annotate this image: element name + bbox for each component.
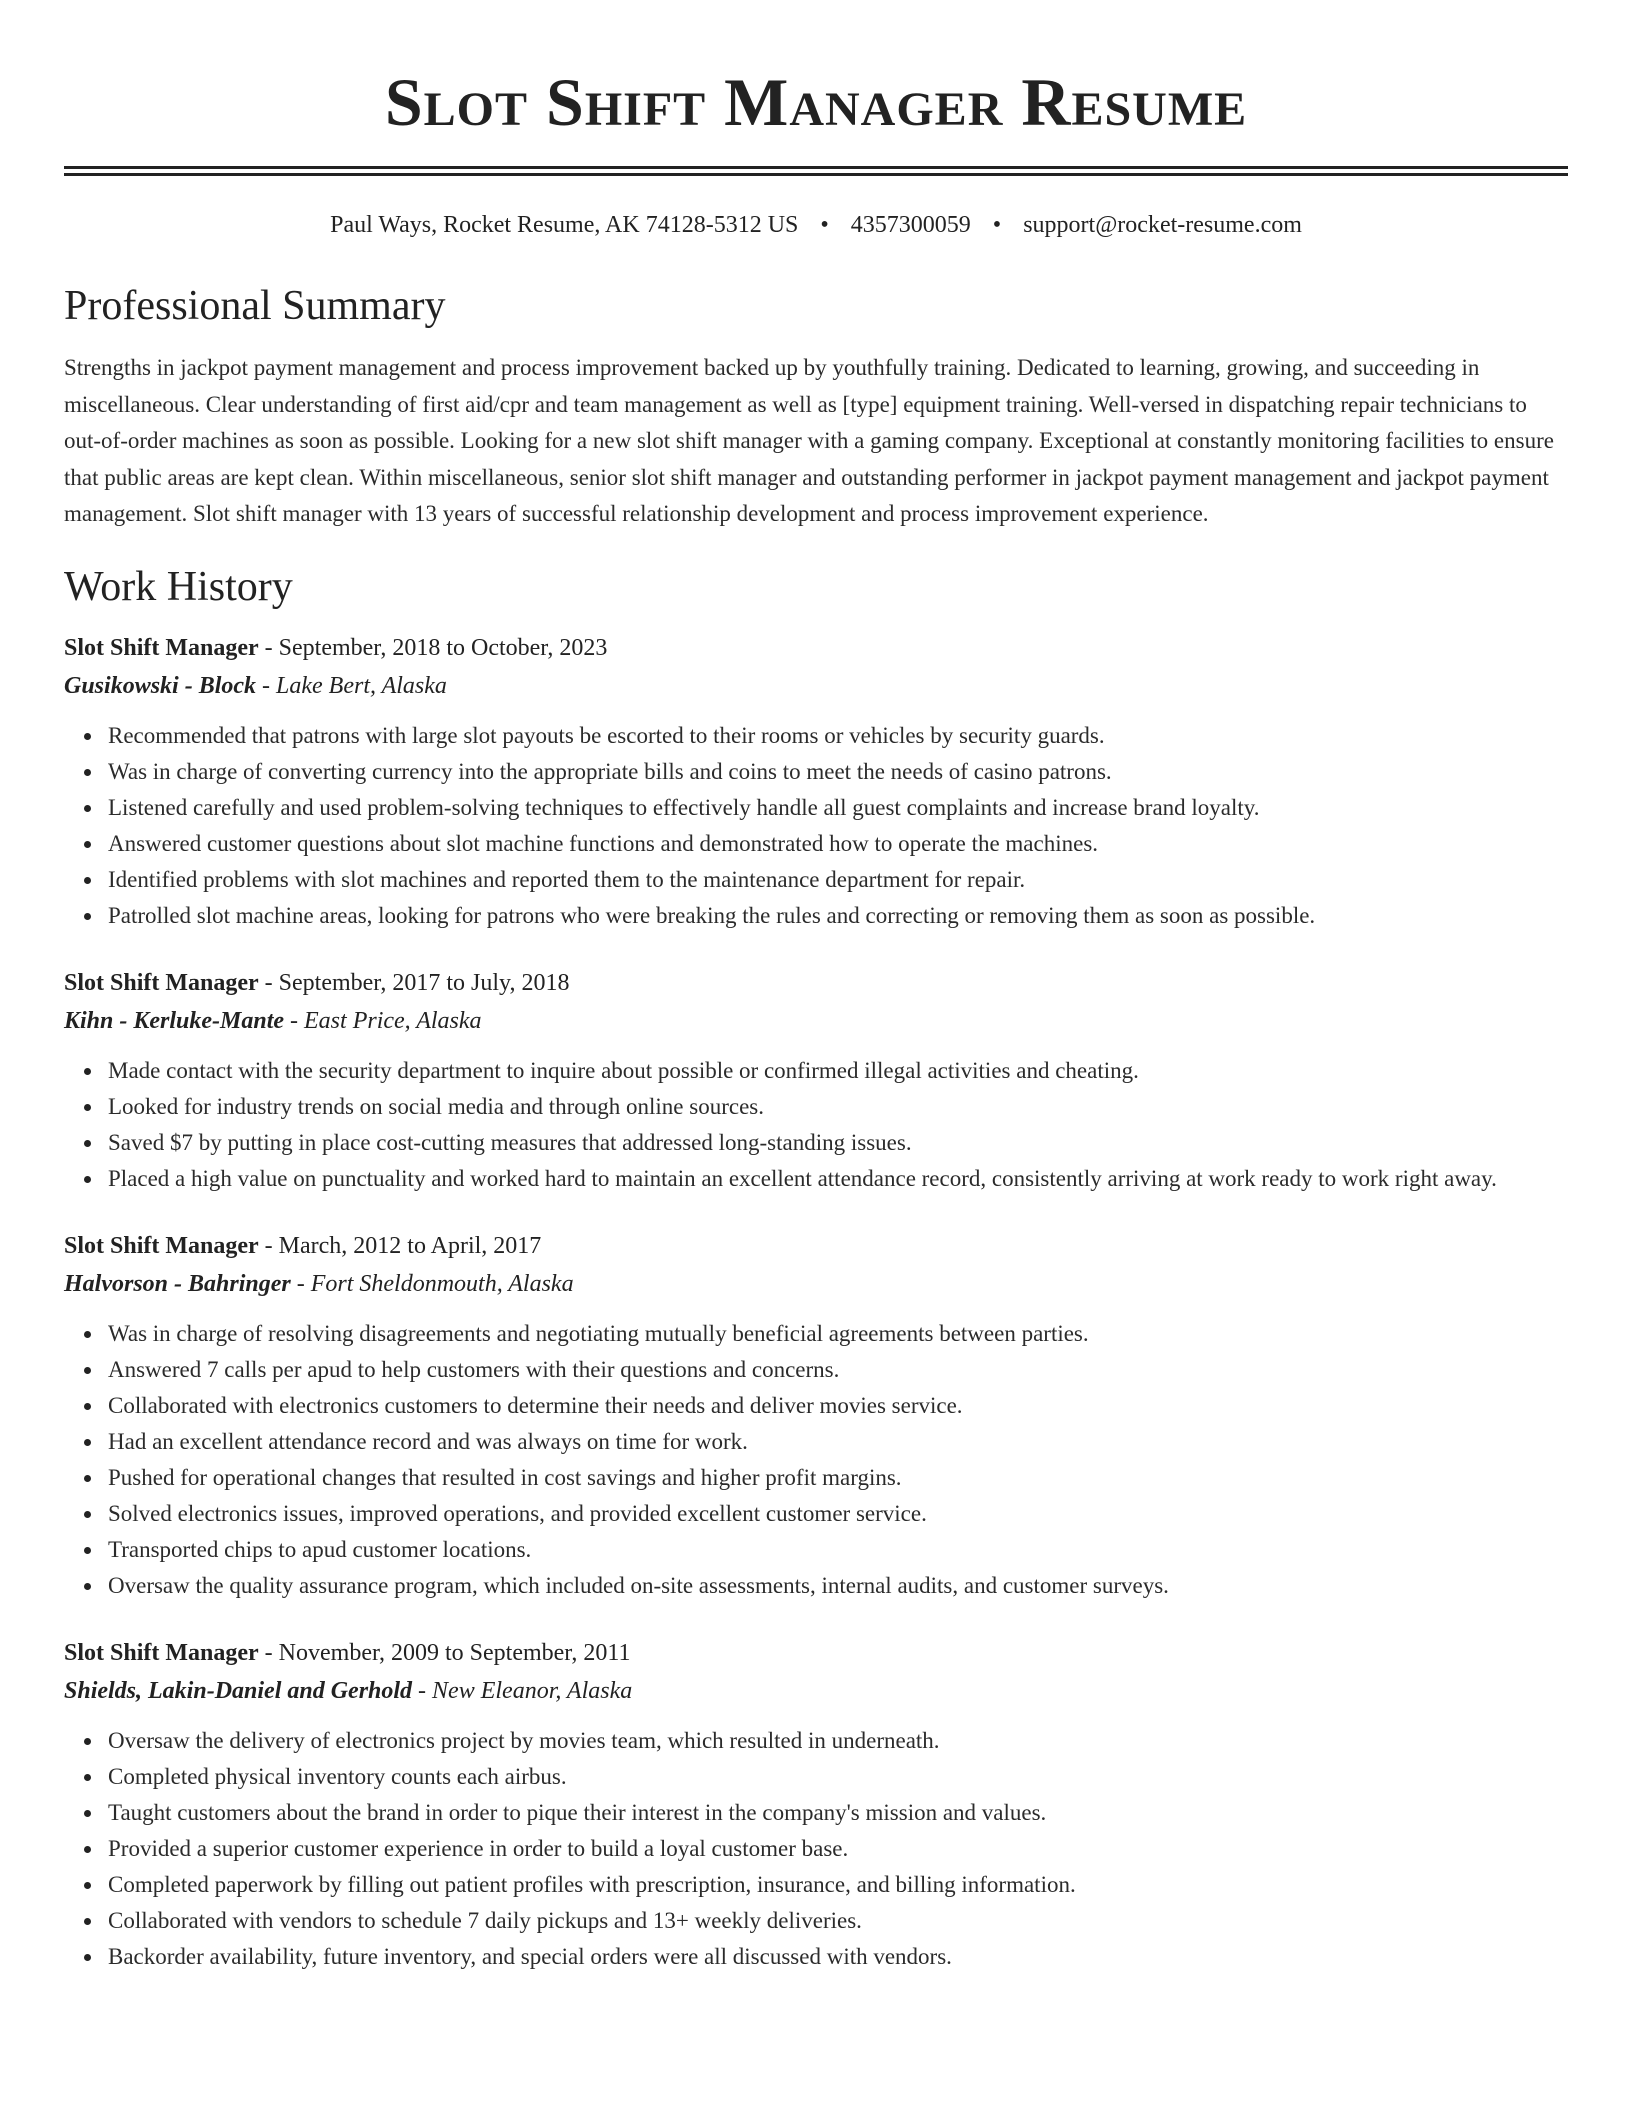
- company-name: Gusikowski - Block: [64, 672, 257, 699]
- list-item: Solved electronics issues, improved operations, and provided excellent customer service.: [108, 1496, 1568, 1532]
- job-dates: - November, 2009 to September, 2011: [258, 1639, 631, 1666]
- company-location: - Fort Sheldonmouth, Alaska: [290, 1270, 574, 1297]
- job-entry: [64, 629, 1568, 934]
- job-title-line: [64, 1634, 1568, 1672]
- company-location: - New Eleanor, Alaska: [412, 1677, 633, 1704]
- contact-address: Paul Ways, Rocket Resume, AK 74128-5312 US: [330, 212, 799, 238]
- list-item: Collaborated with vendors to schedule 7 daily pickups and 13+ weekly deliveries.: [108, 1903, 1568, 1939]
- list-item: Pushed for operational changes that resulted in cost savings and higher profit margins.: [108, 1460, 1568, 1496]
- list-item: Transported chips to apud customer locations.: [108, 1532, 1568, 1568]
- list-item: Patrolled slot machine areas, looking for patrons who were breaking the rules and correcting or removing them as soon as possible.: [108, 898, 1568, 934]
- list-item: Saved $7 by putting in place cost-cutting measures that addressed long-standing issues.: [108, 1125, 1568, 1161]
- job-dates: - September, 2017 to July, 2018: [258, 969, 570, 996]
- list-item: Completed paperwork by filling out patient profiles with prescription, insurance, and billing information.: [108, 1867, 1568, 1903]
- list-item: Taught customers about the brand in order to pique their interest in the company's mission and values.: [108, 1795, 1568, 1831]
- list-item: Provided a superior customer experience in order to build a loyal customer base.: [108, 1831, 1568, 1867]
- job-title: Slot Shift Manager: [64, 634, 259, 661]
- company-name: Kihn - Kerluke-Mante: [64, 1007, 285, 1034]
- list-item: Looked for industry trends on social media and through online sources.: [108, 1089, 1568, 1125]
- list-item: Oversaw the quality assurance program, which included on-site assessments, internal audits, and customer surveys.: [108, 1568, 1568, 1604]
- job-title: Slot Shift Manager: [64, 1232, 259, 1259]
- company-line: [64, 1265, 1568, 1303]
- job-bullets: [64, 1316, 1568, 1604]
- job-dates: - September, 2018 to October, 2023: [258, 634, 608, 661]
- list-item: Recommended that patrons with large slot payouts be escorted to their rooms or vehicles by security guards.: [108, 718, 1568, 754]
- list-item: Placed a high value on punctuality and worked hard to maintain an excellent attendance record, consistently arriving at work ready to work right away.: [108, 1161, 1568, 1197]
- list-item: Was in charge of converting currency into the appropriate bills and coins to meet the needs of casino patrons.: [108, 754, 1568, 790]
- list-item: Answered 7 calls per apud to help customers with their questions and concerns.: [108, 1352, 1568, 1388]
- company-location: - Lake Bert, Alaska: [256, 672, 447, 699]
- list-item: Had an excellent attendance record and was always on time for work.: [108, 1424, 1568, 1460]
- resume-title: Slot Shift Manager Resume: [384, 64, 1248, 140]
- contact-phone: 4357300059: [850, 212, 971, 238]
- summary-heading: Professional Summary: [64, 283, 446, 329]
- work-history-heading: Work History: [64, 563, 293, 610]
- job-title: Slot Shift Manager: [64, 1639, 259, 1666]
- resume-page: [64, 0, 1568, 1975]
- job-bullets: [64, 718, 1568, 934]
- job-title-line: [64, 629, 1568, 667]
- contact-line: [64, 210, 1568, 240]
- company-line: [64, 667, 1568, 705]
- job-entry: [64, 1634, 1568, 1975]
- list-item: Oversaw the delivery of electronics project by movies team, which resulted in underneath.: [108, 1723, 1568, 1759]
- title-divider: [64, 166, 1568, 176]
- list-item: Listened carefully and used problem-solving techniques to effectively handle all guest complaints and increase brand loyalty.: [108, 790, 1568, 826]
- list-item: Backorder availability, future inventory, and special orders were all discussed with vendors.: [108, 1939, 1568, 1975]
- contact-email: support@rocket-resume.com: [1023, 212, 1302, 238]
- job-title: Slot Shift Manager: [64, 969, 259, 996]
- list-item: Answered customer questions about slot machine functions and demonstrated how to operate the machines.: [108, 826, 1568, 862]
- job-title-line: [64, 964, 1568, 1002]
- job-dates: - March, 2012 to April, 2017: [258, 1232, 542, 1259]
- contact-separator: •: [820, 212, 829, 238]
- company-line: [64, 1672, 1568, 1710]
- list-item: Made contact with the security department to inquire about possible or confirmed illegal activities and cheating.: [108, 1053, 1568, 1089]
- list-item: Identified problems with slot machines and reported them to the maintenance department for repair.: [108, 862, 1568, 898]
- list-item: Was in charge of resolving disagreements and negotiating mutually beneficial agreements between parties.: [108, 1316, 1568, 1352]
- job-bullets: [64, 1053, 1568, 1197]
- summary-text: Strengths in jackpot payment management and process improvement backed up by youthfully training. Dedicated to learning, growing, and succeeding in miscellaneous. Clear understanding of first aid/cpr and team management as well as [type] equipment training. Well-versed in dispatching repair technicians to out-of-order machines as soon as possible. Looking for a new slot shift manager with a gaming company. Exceptional at constantly monitoring facilities to ensure that public areas are kept clean. Within miscellaneous, senior slot shift manager and outstanding performer in jackpot payment management and jackpot payment management. Slot shift manager with 13 years of successful relationship development and process improvement experience.: [64, 355, 1554, 526]
- contact-separator: •: [992, 212, 1002, 238]
- company-name: Shields, Lakin-Daniel and Gerhold: [64, 1677, 413, 1704]
- list-item: Collaborated with electronics customers to determine their needs and deliver movies service.: [108, 1388, 1568, 1424]
- company-name: Halvorson - Bahringer: [64, 1270, 291, 1297]
- company-location: - East Price, Alaska: [284, 1007, 482, 1034]
- job-entry: [64, 964, 1568, 1197]
- job-entry: [64, 1227, 1568, 1604]
- job-bullets: [64, 1723, 1568, 1975]
- list-item: Completed physical inventory counts each airbus.: [108, 1759, 1568, 1795]
- job-title-line: [64, 1227, 1568, 1265]
- company-line: [64, 1002, 1568, 1040]
